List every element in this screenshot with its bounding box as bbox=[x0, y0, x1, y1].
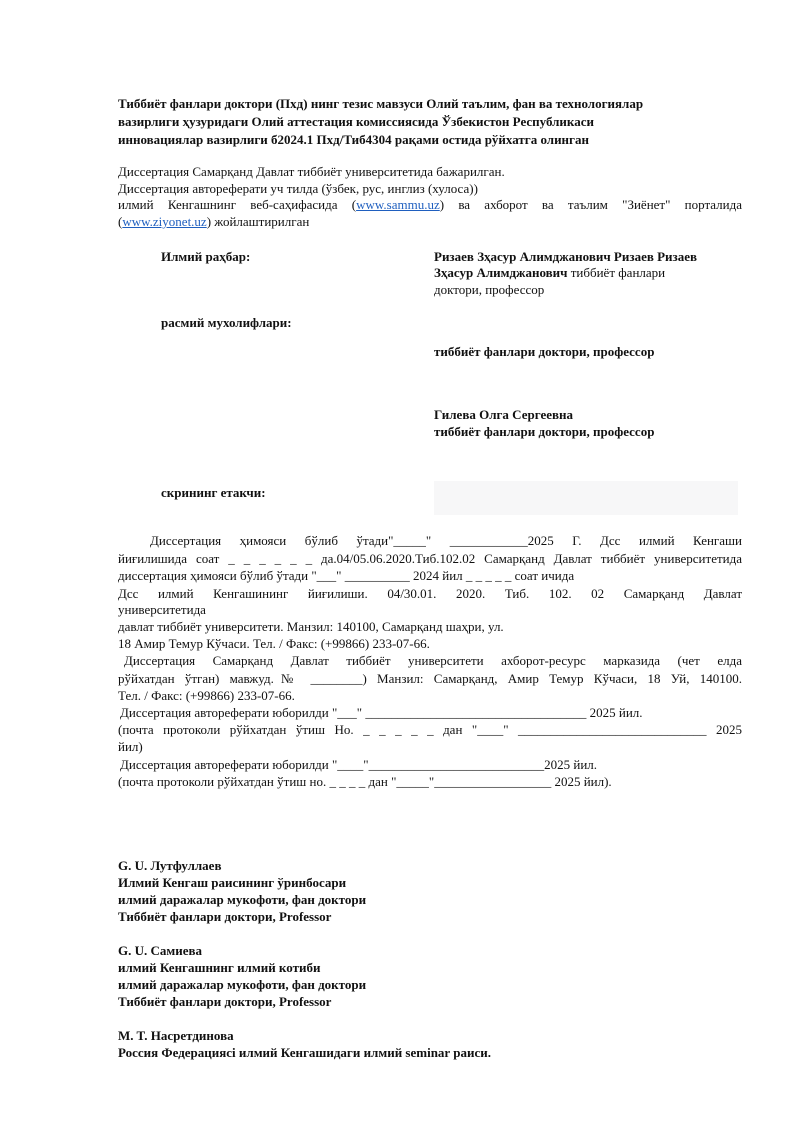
opponents-label: расмий мухолифлари: bbox=[161, 315, 292, 330]
opponent-1-title: тиббиёт фанлари доктори, профессор bbox=[434, 344, 655, 359]
defense-line-15: (почта протоколи рўйхатдан ўтиш но. _ _ _ _ дан "_____"__________________ 2025 йил). bbox=[118, 774, 612, 789]
opponent-2-title: тиббиёт фанлари доктори, профессор bbox=[434, 424, 655, 439]
defense-line-8: Диссертация Самарқанд Давлат тиббиёт университети ахборот-ресурс марказида (чет елда bbox=[124, 653, 742, 668]
intro-line-1: Диссертация Самарқанд Давлат тиббиёт университетида бажарилган. bbox=[118, 164, 505, 179]
defense-line-9: рўйхатдан ўтган) мавжуд.№ ________) Манзил: Самарқанд, Амир Темур Кўчаси, 18 Уй, 140100. bbox=[118, 671, 742, 686]
signatory-degree: илмий даражалар мукофоти, фан доктори bbox=[118, 977, 367, 992]
intro-text-b: ) ва ахборот ва таълим "Зиёнет" порталида bbox=[439, 197, 742, 212]
signatory-degree: илмий даражалар мукофоти, фан доктори bbox=[118, 892, 367, 907]
signatory-role: Илмий Кенгаш раисининг ўринбосари bbox=[118, 875, 347, 890]
intro-line-4 bbox=[118, 213, 309, 231]
supervisor-name-part: Зҳасур Алимджанович bbox=[434, 265, 568, 280]
supervisor-title-part: тиббиёт фанлари bbox=[567, 265, 666, 280]
defense-line-6: давлат тиббиёт университети. Манзил: 140100, Самарқанд шаҳри, ул. bbox=[118, 619, 504, 634]
signatory-3 bbox=[118, 1027, 491, 1061]
intro-text-d: ) жойлаштирилган bbox=[206, 214, 310, 229]
intro-line-2: Диссертация автореферати уч тилда (ўзбек, рус, инглиз (хулоса)) bbox=[118, 181, 478, 196]
defense-line-12: (почта протоколи рўйхатдан ўтиш Но. _ _ _ _ _ дан "____" _____________________________ 2025 bbox=[118, 722, 742, 737]
signatory-name: G. U. Лутфуллаев bbox=[118, 858, 222, 873]
signatory-2 bbox=[118, 942, 366, 1010]
defense-line-2: йиғилишида соат _ _ _ _ _ _ да.04/05.06.2020.Тиб.102.02 Самарқанд Давлат тиббиёт университетида bbox=[118, 551, 742, 566]
heading-line-1: Тиббиёт фанлари доктори (Пхд) нинг тезис мавзуси Олий таълим, фан ва технологиялар bbox=[118, 96, 644, 111]
defense-line-10: Тел. / Факс: (+99866) 233-07-66. bbox=[118, 688, 295, 703]
supervisor-name-line-2 bbox=[434, 264, 665, 282]
defense-line-13: йил) bbox=[118, 739, 143, 754]
signatory-role: Россия Федерациясi илмий Кенгашидаги илмий seminar раиси. bbox=[118, 1045, 491, 1060]
intro-line-3 bbox=[118, 196, 742, 214]
screening-value-box bbox=[434, 481, 738, 515]
defense-line-11: Диссертация автореферати юборилди "___" __________________________________ 2025 йил. bbox=[120, 705, 643, 720]
signatory-name: M. T. Насретдинова bbox=[118, 1028, 234, 1043]
signatory-name: G. U. Самиева bbox=[118, 943, 203, 958]
signatory-title: Тиббиёт фанлари доктори, Professor bbox=[118, 909, 332, 924]
intro-text-a: илмий Кенгашнинг веб-саҳифасида ( bbox=[118, 197, 357, 212]
defense-line-1: Диссертация ҳимояси бўлиб ўтади"_____" ____________2025 Г. Дсс илмий Кенгаши bbox=[150, 533, 742, 548]
heading-line-3: инновациялар вазирлиги б2024.1 Пхд/Тиб4304 рақами остида рўйхатга олинган bbox=[118, 132, 589, 147]
defense-line-14: Диссертация автореферати юборилди "____"___________________________2025 йил. bbox=[120, 757, 598, 772]
supervisor-name-line-1: Ризаев Зҳасур Алимджанович Ризаев Ризаев bbox=[434, 249, 698, 264]
screening-label: скрининг етакчи: bbox=[161, 485, 266, 500]
signatory-title: Тиббиёт фанлари доктори, Professor bbox=[118, 994, 332, 1009]
sammu-link[interactable]: www.sammu.uz bbox=[356, 197, 440, 212]
defense-line-5: университетида bbox=[118, 602, 206, 617]
intro-text-c: ( bbox=[118, 214, 123, 229]
signatory-role: илмий Кенгашнинг илмий котиби bbox=[118, 960, 321, 975]
supervisor-title-line-3: доктори, профессор bbox=[434, 282, 545, 297]
defense-line-4: Дсс илмий Кенгашининг йиғилиши. 04/30.01. 2020. Тиб. 102. 02 Самарқанд Давлат bbox=[118, 586, 742, 601]
defense-line-3: диссертация ҳимояси бўлиб ўтади "___" __________ 2024 йил _ _ _ _ _ соат ичида bbox=[118, 568, 575, 583]
supervisor-label: Илмий раҳбар: bbox=[161, 249, 251, 264]
signatory-1 bbox=[118, 857, 366, 925]
ziyonet-link[interactable]: www.ziyonet.uz bbox=[122, 214, 207, 229]
defense-line-7: 18 Амир Темур Кўчаси. Тел. / Факс: (+99866) 233-07-66. bbox=[118, 636, 430, 651]
heading-line-2: вазирлиги ҳузуридаги Олий аттестация комиссиясида Ўзбекистон Республикаси bbox=[118, 114, 594, 129]
opponent-2-name: Гилева Олга Сергеевна bbox=[434, 407, 573, 422]
